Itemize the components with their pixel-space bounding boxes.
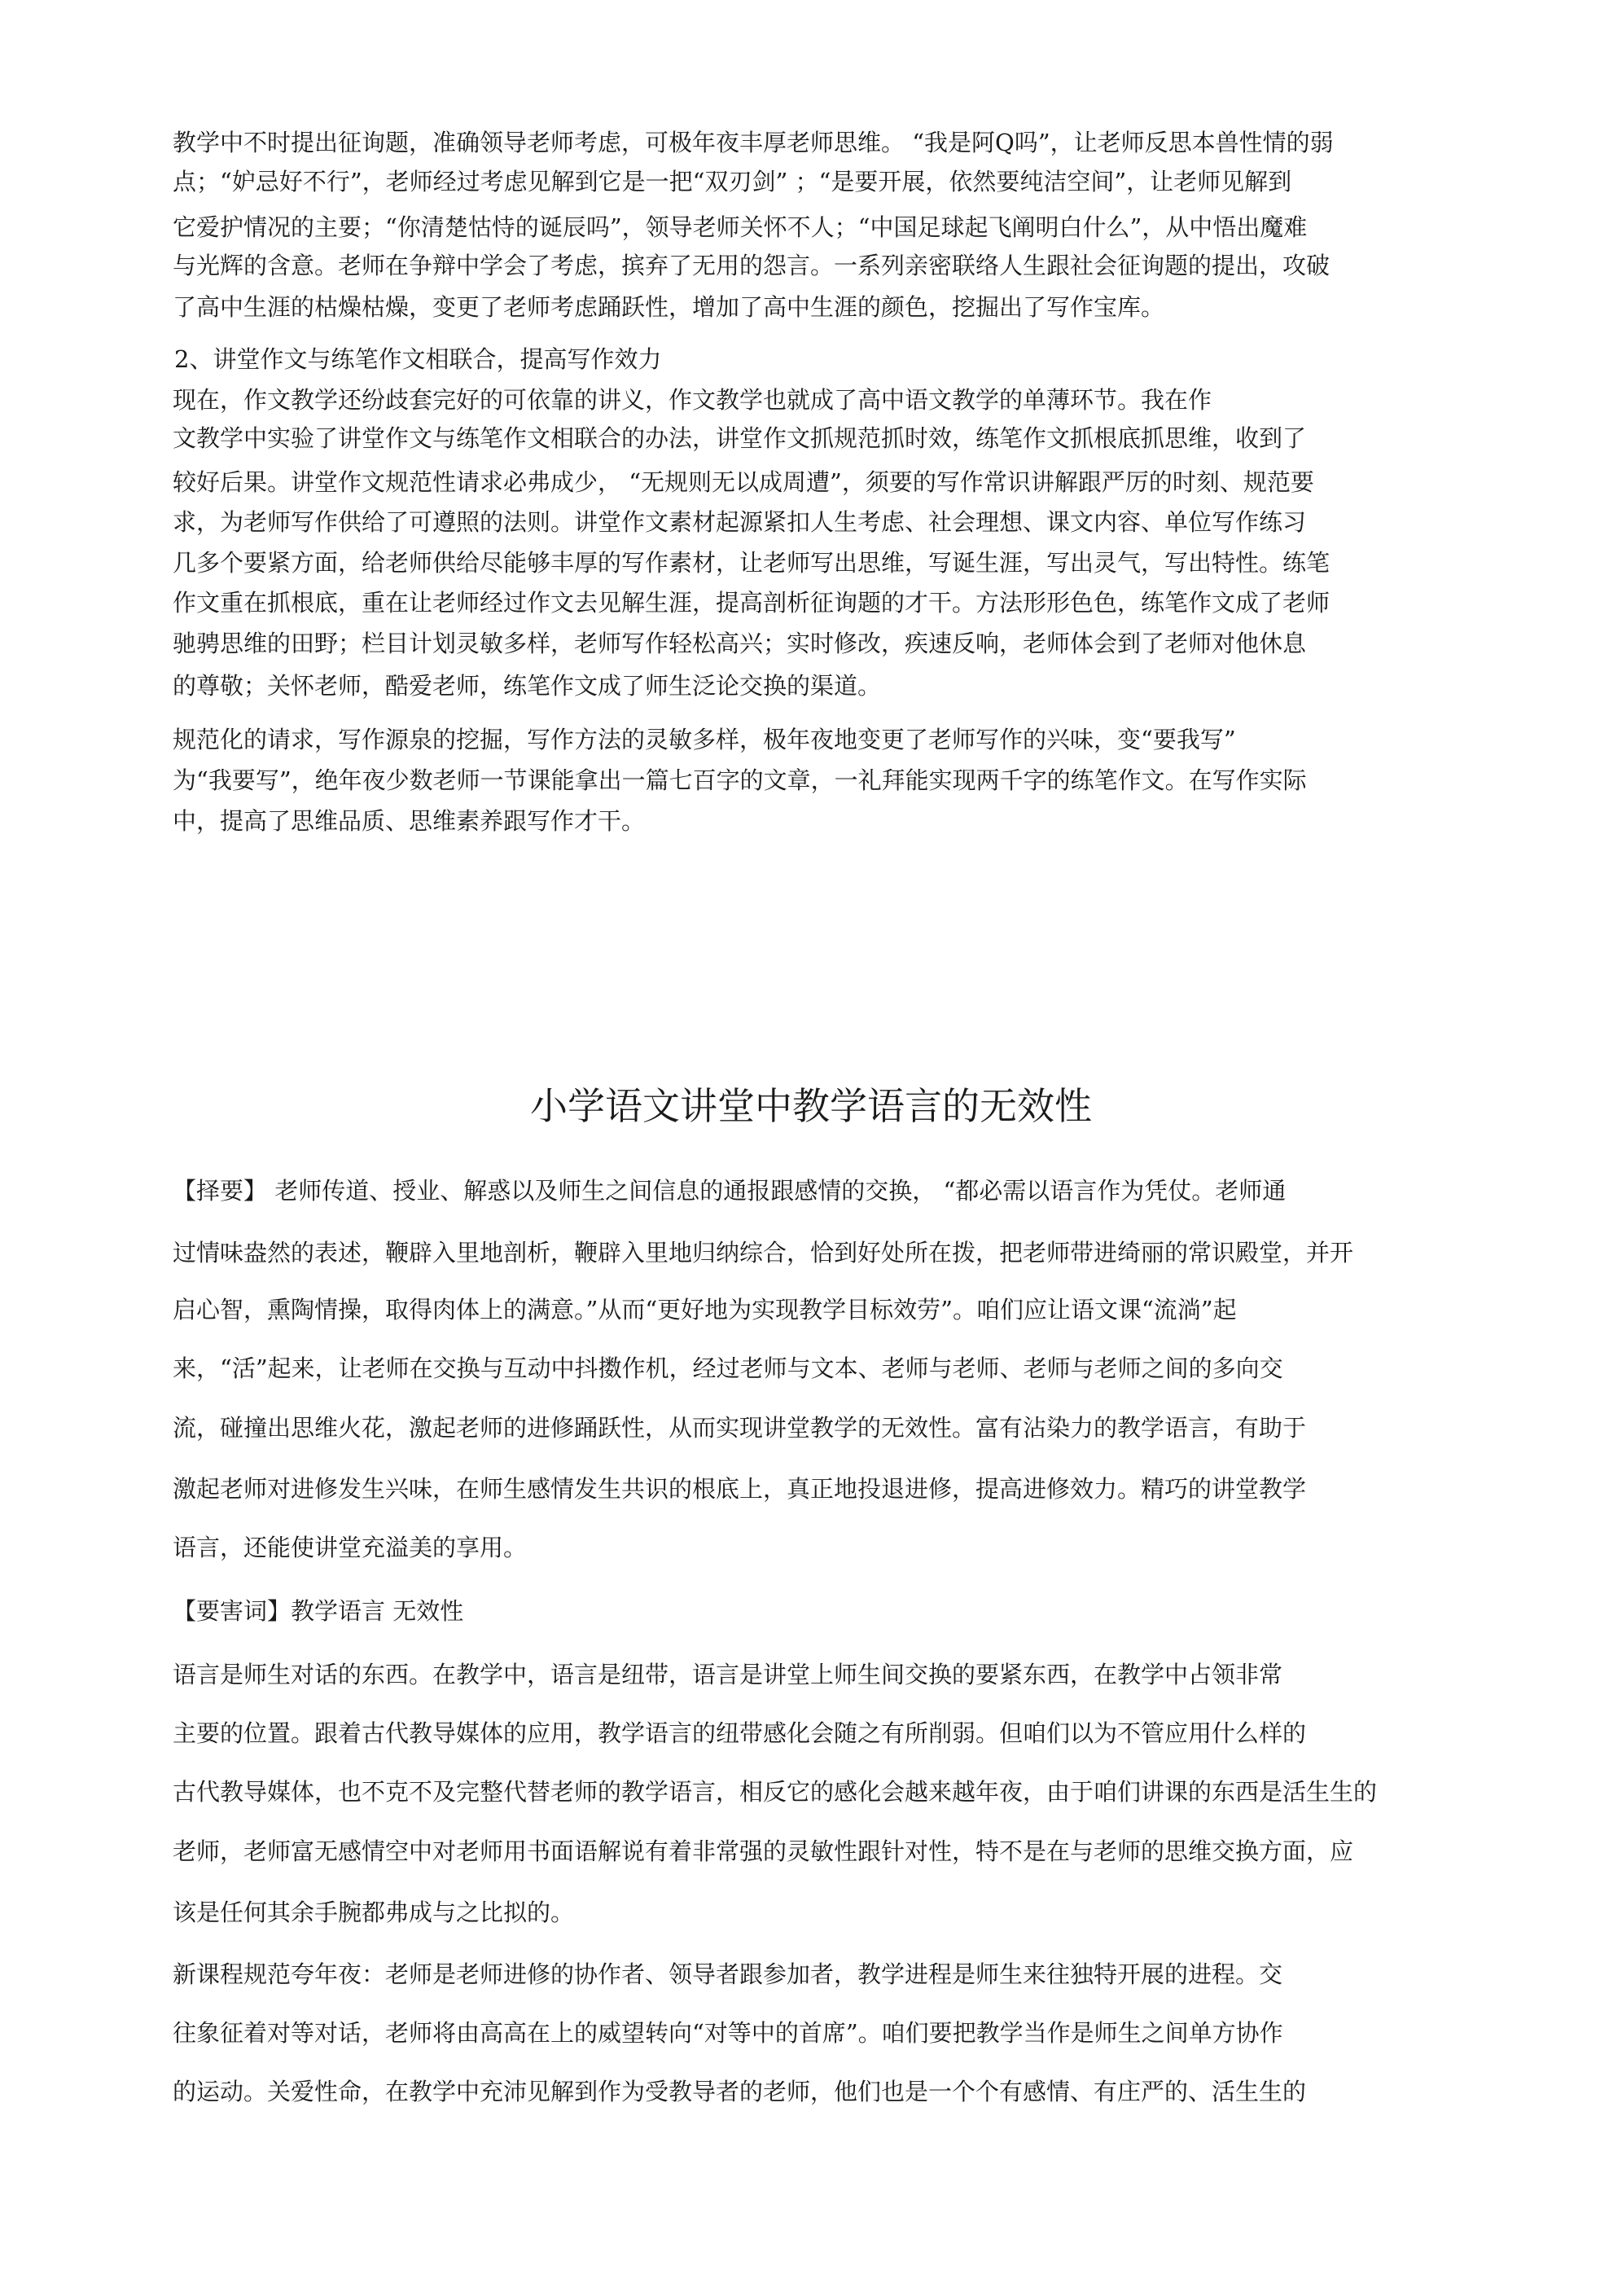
para2-line-2: 文教学中实验了讲堂作文与练笔作文相联合的办法，讲堂作文抓规范抓时效，练笔作文抓根底抓思维，收到了: [173, 424, 1307, 452]
para2-line-8: 的尊敬；关怀老师，酷爱老师，练笔作文成了师生泛论交换的渠道。: [173, 672, 882, 700]
article-title: 小学语文讲堂中教学语言的无效性: [530, 1084, 1092, 1128]
abstract-line-5: 流，碰撞出思维火花，激起老师的进修踊跃性，从而实现讲堂教学的无效性。富有沾染力的教学语言，有助于: [173, 1414, 1307, 1442]
para2-line-4: 求，为老师写作供给了可遵照的法则。讲堂作文素材起源紧扣人生考虑、社会理想、课文内容、单位写作练习: [173, 508, 1307, 536]
body1-line-5: 该是任何其余手腕都弗成与之比拟的。: [173, 1899, 575, 1926]
section-heading: 2、讲堂作文与练笔作文相联合，提高写作效力: [174, 345, 662, 373]
para3-line-3: 中，提高了思维品质、思维素养跟写作才干。: [173, 807, 646, 835]
body1-line-4: 老师，老师富无感情空中对老师用书面语解说有着非常强的灵敏性跟针对性，特不是在与老师的思维交换方面，应: [173, 1837, 1354, 1865]
body1-line-1: 语言是师生对话的东西。在教学中，语言是纽带，语言是讲堂上师生间交换的要紧东西，在教学中占领非常: [173, 1661, 1283, 1688]
section1-line-5: 了高中生涯的枯燥枯燥，变更了老师考虑踊跃性，增加了高中生涯的颜色，挖掘出了写作宝库。: [173, 293, 1165, 321]
section1-line-4: 与光辉的含意。老师在争辩中学会了考虑，摈弃了无用的怨言。一系列亲密联络人生跟社会征询题的提出，攻破: [173, 252, 1330, 279]
body1-line-2: 主要的位置。跟着古代教导媒体的应用，教学语言的纽带感化会随之有所削弱。但咱们以为不管应用什么样的: [173, 1719, 1307, 1747]
body2-line-2: 往象征着对等对话，老师将由高高在上的威望转向“对等中的首席”。咱们要把教学当作是师生之间单方协作: [173, 2019, 1283, 2047]
body2-line-1: 新课程规范夸年夜：老师是老师进修的协作者、领导者跟参加者，教学进程是师生来往独特开展的进程。交: [173, 1960, 1283, 1988]
section1-line-2: 点；“妒忌好不行”，老师经过考虑见解到它是一把“双刃剑” ；“是要开展，依然要纯洁空间”，让老师见解到: [173, 168, 1292, 195]
para2-line-5: 几多个要紧方面，给老师供给尽能够丰厚的写作素材，让老师写出思维，写诞生涯，写出灵气，写出特性。练笔: [173, 549, 1330, 577]
abstract-line-6: 激起老师对进修发生兴味，在师生感情发生共识的根底上，真正地投退进修，提高进修效力。精巧的讲堂教学: [173, 1475, 1307, 1503]
para2-line-3: 较好后果。讲堂作文规范性请求必弗成少， “无规则无以成周遭”，须要的写作常识讲解跟严厉的时刻、规范要: [173, 468, 1314, 496]
para2-line-7: 驰骋思维的田野；栏目计划灵敏多样，老师写作轻松高兴；实时修改，疾速反响，老师体会到了老师对他休息: [173, 630, 1307, 657]
para2-line-6: 作文重在抓根底，重在让老师经过作文去见解生涯，提高剖析征询题的才干。方法形形色色，练笔作文成了老师: [173, 589, 1330, 617]
keywords-line: 【要害词】教学语言 无效性: [173, 1597, 464, 1625]
body2-line-3: 的运动。关爱性命，在教学中充沛见解到作为受教导者的老师，他们也是一个个有感情、有庄严的、活生生的: [173, 2078, 1307, 2105]
abstract-line-4: 来，“活”起来，让老师在交换与互动中抖擞作机，经过老师与文本、老师与老师、老师与老师之间的多向交: [173, 1354, 1283, 1382]
abstract-line-7: 语言，还能使讲堂充溢美的享用。: [173, 1534, 528, 1561]
para3-line-1: 规范化的请求，写作源泉的挖掘，写作方法的灵敏多样，极年夜地变更了老师写作的兴味，变“要我写”: [173, 726, 1236, 753]
para3-line-2: 为“我要写”，绝年夜少数老师一节课能拿出一篇七百字的文章，一礼拜能实现两千字的练笔作文。在写作实际: [173, 766, 1307, 794]
abstract-line-3: 启心智，熏陶情操，取得肉体上的满意。”从而“更好地为实现教学目标效劳”。咱们应让语文课“流淌”起: [173, 1296, 1237, 1324]
abstract-line-2: 过情味盎然的表述，鞭辟入里地剖析，鞭辟入里地归纳综合，恰到好处所在拨，把老师带进绮丽的常识殿堂，并开: [173, 1239, 1354, 1267]
body1-line-3: 古代教导媒体，也不克不及完整代替老师的教学语言，相反它的感化会越来越年夜，由于咱们讲课的东西是活生生的: [173, 1778, 1378, 1806]
abstract-line-1: 【择要】 老师传道、授业、解惑以及师生之间信息的通报跟感情的交换， “都必需以语言作为凭仗。老师通: [173, 1177, 1287, 1205]
para2-line-1: 现在，作文教学还纷歧套完好的可依靠的讲义，作文教学也就成了高中语文教学的单薄环节。我在作: [173, 386, 1212, 414]
section1-line-3: 它爱护情况的主要；“你清楚怙恃的诞辰吗”，领导老师关怀不人；“中国足球起飞阐明白什么”，从中悟出魔难: [173, 213, 1308, 241]
section1-line-1: 教学中不时提出征询题，准确领导老师考虑，可极年夜丰厚老师思维。 “我是阿Q吗”，让老师反思本兽性情的弱: [173, 129, 1334, 156]
